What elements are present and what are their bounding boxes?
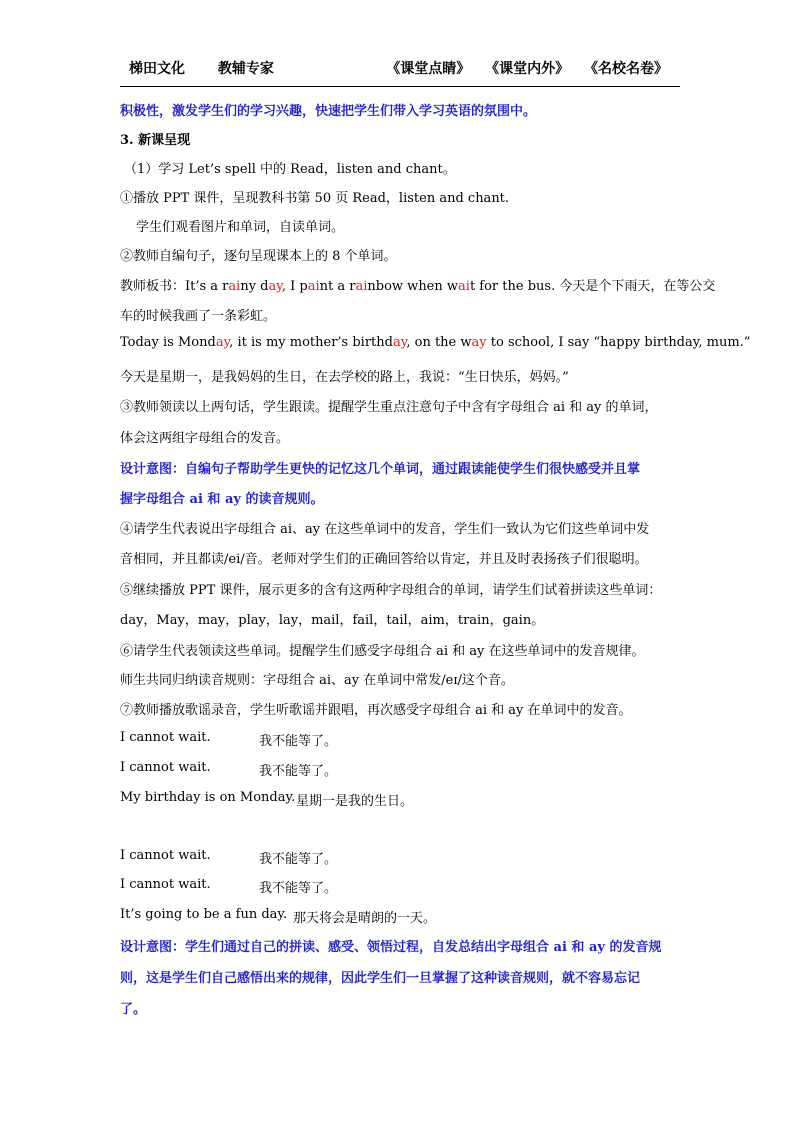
paragraph-line: 积极性，激发学生们的学习兴趣，快速把学生们带入学习英语的氛围中。 (120, 104, 537, 119)
sentence-segment: , on the w (406, 335, 472, 350)
highlighted-letters: ai (458, 279, 470, 294)
highlighted-letters: ai (355, 279, 368, 294)
series-title: 《课堂点睛》 (386, 61, 471, 77)
sentence-segment: , it is my mother’s birthd (229, 335, 393, 350)
paragraph-line: 师生共同归纳读音规则：字母组合 ai、ay 在单词中常发/eɪ/这个音。 (120, 673, 514, 688)
paragraph-line: ④请学生代表说出字母组合 ai、ay 在这些单词中的发音，学生们一致认为它们这些单词中发 (120, 522, 650, 537)
highlighted-letters: ay (268, 279, 282, 294)
chant-english: I cannot wait. (120, 877, 211, 892)
paragraph-line: 体会这两组字母组合的发音。 (120, 431, 290, 446)
series-title: 《课堂内外》 (485, 61, 570, 77)
paragraph-line: 音相同，并且都读/ei/音。老师对学生们的正确回答给以肯定，并且及时表扬孩子们很聪明。 (120, 552, 648, 567)
series-title: 《名校名卷》 (584, 61, 668, 77)
header-left (129, 58, 302, 78)
chant-line (120, 760, 338, 779)
chant-english: My birthday is on Monday. (120, 790, 296, 805)
paragraph-line: ①播放 PPT 课件，呈现教科书第 50 页 Read，listen and chant. (120, 191, 510, 206)
paragraph-line: ②教师自编句子，逐句呈现课本上的 8 个单词。 (120, 249, 397, 264)
sentence-segment: to school, I say “happy birthday, mum.” (486, 335, 751, 350)
highlighted-letters: ay (215, 335, 230, 350)
chant-line (120, 877, 338, 896)
paragraph-line: ⑥请学生代表领读这些单词。提醒学生们感受字母组合 ai 和 ay 在这些单词中的发音规律。 (120, 644, 645, 659)
brand-name: 梯田文化 (129, 61, 185, 77)
chant-chinese: 星期一是我的生日。 (296, 794, 414, 809)
chant-line (120, 907, 437, 926)
sentence-segment: nbow when w (367, 279, 459, 294)
chant-line (120, 790, 414, 809)
chant-chinese: 我不能等了。 (259, 734, 338, 749)
highlighted-letters: ay (392, 335, 407, 350)
design-intent-line: 则，这是学生们自己感悟出来的规律，因此学生们一旦掌握了这种读音规则，就不容易忘记 (120, 971, 641, 986)
design-intent-line: 设计意图：自编句子帮助学生更快的记忆这几个单词，通过跟读能使学生们很快感受并且掌 (120, 462, 641, 477)
chant-english: I cannot wait. (120, 848, 211, 863)
sentence-segment: Today is Mond (120, 335, 216, 350)
chant-line (120, 848, 338, 867)
chant-chinese: 那天将会是晴朗的一天。 (293, 911, 437, 926)
design-intent-line: 设计意图：学生们通过自己的拼读、感受、领悟过程，自发总结出字母组合 ai 和 ay 的发音规 (120, 940, 662, 955)
design-intent-line: 了。 (120, 1002, 147, 1017)
board-sentence-line (120, 335, 750, 350)
word-list-line: day，May，may，play，lay，mail，fail，tail，aim，train，gain。 (120, 613, 545, 628)
chant-english: It’s going to be a fun day. (120, 907, 288, 922)
paragraph-line: ⑦教师播放歌谣录音，学生听歌谣并跟唱，再次感受字母组合 ai 和 ay 在单词中的发音。 (120, 703, 632, 718)
paragraph-line: （1）学习 Let’s spell 中的 Read，listen and chant。 (124, 162, 456, 177)
sentence-segment: nt a r (319, 279, 356, 294)
section-heading: 3. 新课呈现 (120, 133, 191, 148)
brand-subtitle: 教辅专家 (217, 61, 274, 77)
highlighted-letters: ai (307, 279, 320, 294)
paragraph-line: ③教师领读以上两句话，学生跟读。提醒学生重点注意句子中含有字母组合 ai 和 ay 的单词， (120, 400, 658, 415)
chant-english: I cannot wait. (120, 730, 211, 745)
paragraph-line: 学生们观看图片和单词，自读单词。 (136, 220, 345, 235)
sentence-segment: , I p (281, 279, 308, 294)
board-sentence-line (120, 275, 715, 294)
highlighted-letters: ay (471, 335, 487, 350)
chant-english: I cannot wait. (120, 760, 211, 775)
chant-chinese: 我不能等了。 (259, 764, 338, 779)
highlighted-letters: ai (228, 279, 241, 294)
design-intent-line: 握字母组合 ai 和 ay 的读音规则。 (120, 492, 324, 507)
sentence-segment: ny d (240, 279, 269, 294)
page-header (120, 56, 680, 87)
paragraph-line: ⑤继续播放 PPT 课件，展示更多的含有这两种字母组合的单词，请学生们试着拼读这些单词： (120, 583, 662, 598)
sentence-segment: 教师板书：It’s a r (120, 279, 229, 294)
chant-chinese: 我不能等了。 (259, 881, 338, 896)
chant-line (120, 730, 338, 749)
header-series (376, 58, 668, 78)
paragraph-line: 车的时候我画了一条彩虹。 (120, 309, 277, 324)
paragraph-line: 今天是星期一，是我妈妈的生日，在去学校的路上，我说：“生日快乐，妈妈。” (120, 370, 569, 385)
sentence-segment: t for the bus. 今天是个下雨天，在等公交 (469, 279, 716, 294)
chant-chinese: 我不能等了。 (259, 852, 338, 867)
